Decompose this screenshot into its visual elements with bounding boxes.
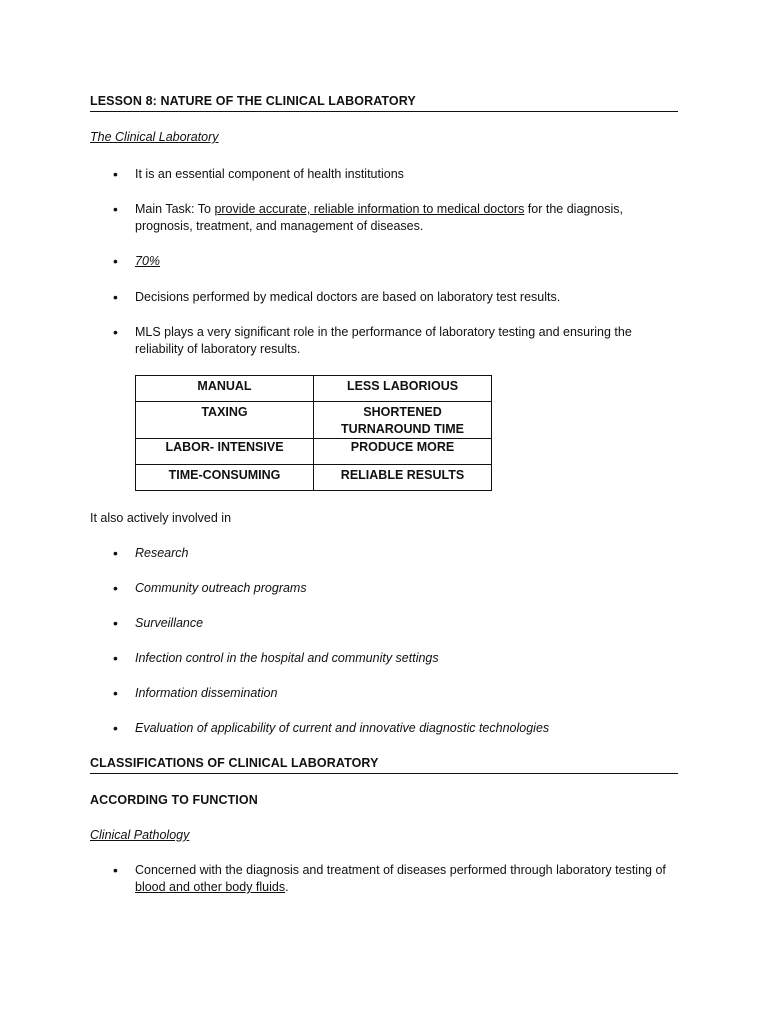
- list-item: [113, 545, 673, 562]
- involvement-intro: It also actively involved in: [90, 511, 232, 525]
- title-rule: [90, 111, 678, 112]
- percent-value: 70%: [135, 254, 161, 268]
- bullet-icon: •: [113, 289, 118, 305]
- list-item: [113, 720, 673, 737]
- list-item: [113, 580, 673, 597]
- list-item: [113, 650, 673, 667]
- bullet-icon: •: [113, 545, 118, 561]
- table-cell: LABOR- INTENSIVE: [136, 439, 314, 465]
- list-item: [113, 685, 673, 702]
- table-cell: LESS LABORIOUS: [314, 376, 492, 402]
- table-cell: TAXING: [136, 402, 314, 439]
- classifications-title: CLASSIFICATIONS OF CLINICAL LABORATORY: [90, 756, 379, 770]
- table-cell: TIME-CONSUMING: [136, 465, 314, 491]
- bullet-icon: •: [113, 324, 118, 340]
- bullet-icon: •: [113, 862, 118, 878]
- table-row: [136, 465, 492, 491]
- list-item: [113, 166, 673, 183]
- comparison-table: [135, 375, 492, 491]
- bullet-icon: •: [113, 201, 118, 217]
- clinical-laboratory-subtitle: The Clinical Laboratory: [90, 130, 219, 144]
- bullet-text: Surveillance: [135, 616, 204, 630]
- bullet-icon: •: [113, 166, 118, 182]
- bullet-text: Community outreach programs: [135, 581, 307, 595]
- list-item: [113, 862, 673, 896]
- bullet-icon: •: [113, 253, 118, 269]
- list-item: [113, 253, 673, 270]
- bullet-text: [135, 862, 673, 896]
- bullet-text: Evaluation of applicability of current and innovative diagnostic technologies: [135, 721, 550, 735]
- table-cell: PRODUCE MORE: [314, 439, 492, 465]
- list-item: [113, 289, 673, 306]
- list-item: [113, 615, 673, 632]
- bullet-text: Decisions performed by medical doctors are based on laboratory test results.: [135, 290, 561, 304]
- table-row: [136, 402, 492, 439]
- bullet-text: MLS plays a very significant role in the performance of laboratory testing and ensuring the reliability of laboratory results.: [135, 325, 632, 356]
- table-row: [136, 439, 492, 465]
- classifications-rule: [90, 773, 678, 774]
- clinical-pathology-subtitle: Clinical Pathology: [90, 828, 190, 842]
- table-cell: RELIABLE RESULTS: [314, 465, 492, 491]
- lesson-title: LESSON 8: NATURE OF THE CLINICAL LABORATORY: [90, 94, 416, 108]
- bullet-icon: •: [113, 580, 118, 596]
- clinical-pathology-prefix: Concerned with the diagnosis and treatment of diseases performed through laboratory testing of: [135, 863, 666, 877]
- main-task-underlined: provide accurate, reliable information to medical doctors: [214, 202, 525, 216]
- main-task-prefix: Main Task: To: [135, 202, 215, 216]
- bullet-text: Research: [135, 546, 189, 560]
- table-cell: SHORTENED TURNAROUND TIME: [314, 402, 492, 439]
- list-item: [113, 324, 673, 358]
- bullet-icon: •: [113, 720, 118, 736]
- bullet-text: [135, 201, 673, 235]
- bullet-icon: •: [113, 650, 118, 666]
- clinical-pathology-suffix: .: [285, 880, 289, 894]
- according-to-function-heading: ACCORDING TO FUNCTION: [90, 793, 258, 807]
- table-cell: MANUAL: [136, 376, 314, 402]
- bullet-icon: •: [113, 615, 118, 631]
- bullet-text: Infection control in the hospital and community settings: [135, 651, 439, 665]
- bullet-text: It is an essential component of health institutions: [135, 167, 404, 181]
- main-task-suffix: for the diagnosis, prognosis, treatment, and management of diseases.: [135, 202, 623, 233]
- bullet-text: Information dissemination: [135, 686, 278, 700]
- table-row: [136, 376, 492, 402]
- bullet-icon: •: [113, 685, 118, 701]
- clinical-pathology-underlined: blood and other body fluids: [135, 880, 286, 894]
- list-item: [113, 201, 673, 235]
